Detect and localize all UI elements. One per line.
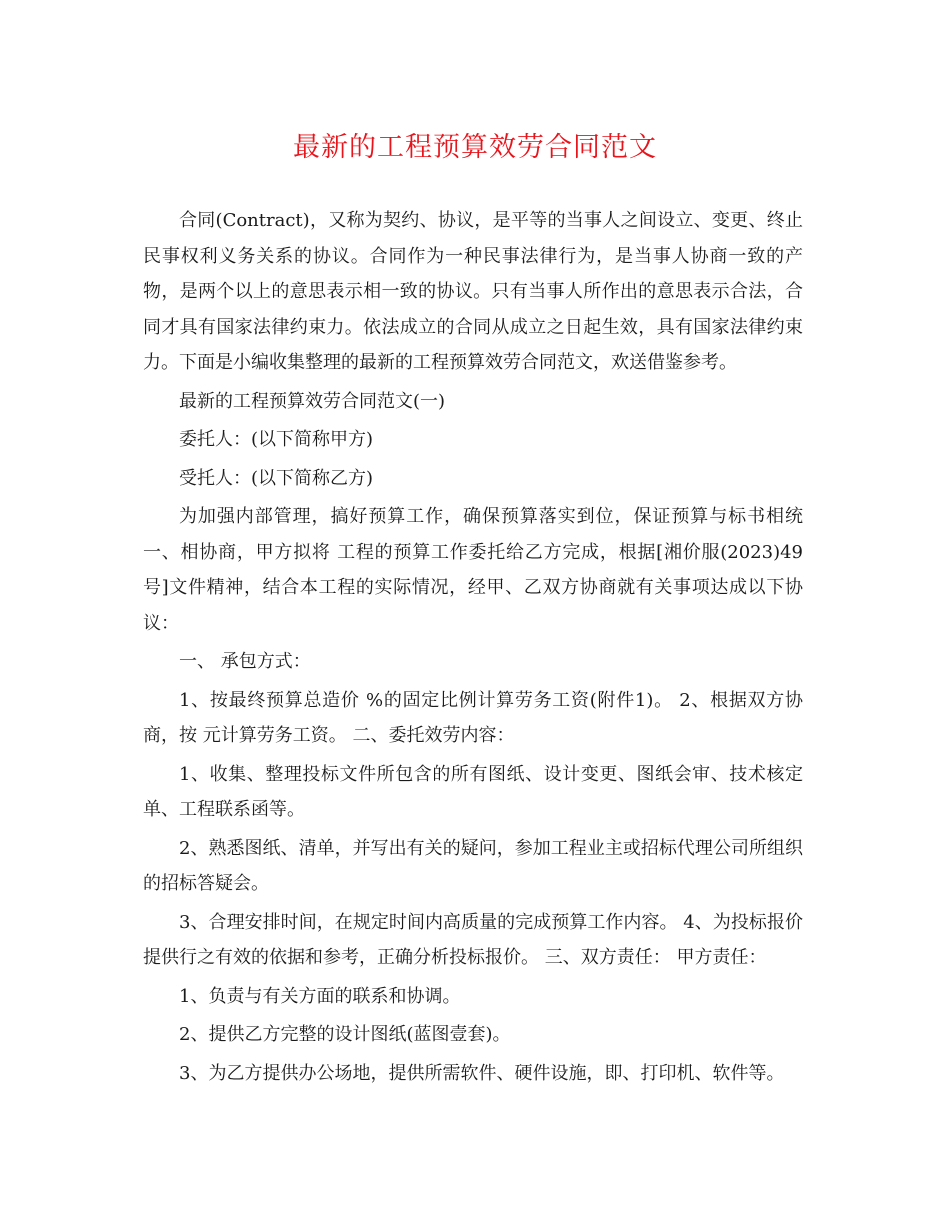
- clause-paragraph: 1、按最终预算总造价 %的固定比例计算劳务工资(附件1)。 2、根据双方协商，按 元计算劳务工资。 二、委托效劳内容：: [143, 689, 803, 746]
- clause-paragraph: 1、负责与有关方面的联系和协调。: [179, 985, 461, 1007]
- document-title: 最新的工程预算效劳合同范文: [293, 132, 657, 163]
- clause-paragraph: 1、收集、整理投标文件所包含的所有图纸、设计变更、图纸会审、技术核定单、工程联系函等。: [143, 763, 803, 820]
- purpose-paragraph: 为加强内部管理，搞好预算工作，确保预算落实到位，保证预算与标书相统一、相协商，甲方拟将 工程的预算工作委托给乙方完成，根据[湘价服(2023)49号]文件精神，结合本工程的实际情况，经甲、乙双方协商就有关事项达成以下协议：: [143, 506, 803, 634]
- contractor-line: 受托人：(以下简称乙方): [179, 467, 374, 489]
- clause-paragraph: 3、为乙方提供办公场地，提供所需软件、硬件设施，即、打印机、软件等。: [179, 1062, 785, 1084]
- clause-paragraph: 3、合理安排时间，在规定时间内高质量的完成预算工作内容。 4、为投标报价提供行之有效的依据和参考，正确分析投标报价。 三、双方责任： 甲方责任：: [143, 911, 803, 968]
- clause-paragraph: 2、熟悉图纸、清单，并写出有关的疑问，参加工程业主或招标代理公司所组织的招标答疑会。: [143, 837, 803, 894]
- intro-paragraph: 合同(Contract)，又称为契约、协议，是平等的当事人之间设立、变更、终止民事权利义务关系的协议。合同作为一种民事法律行为，是当事人协商一致的产物，是两个以上的意思表示相一致的协议。只有当事人所作出的意思表示合法，合同才具有国家法律约束力。依法成立的合同从成立之日起生效，具有国家法律约束力。下面是小编收集整理的最新的工程预算效劳合同范文，欢送借鉴参考。: [143, 210, 803, 373]
- section-heading: 最新的工程预算效劳合同范文(一): [179, 390, 446, 412]
- client-line: 委托人：(以下简称甲方): [179, 429, 374, 450]
- clause-heading-contract-method: 一、 承包方式：: [179, 651, 311, 672]
- document-body: [143, 203, 803, 1094]
- clause-paragraph: 2、提供乙方完整的设计图纸(蓝图壹套)。: [179, 1024, 511, 1045]
